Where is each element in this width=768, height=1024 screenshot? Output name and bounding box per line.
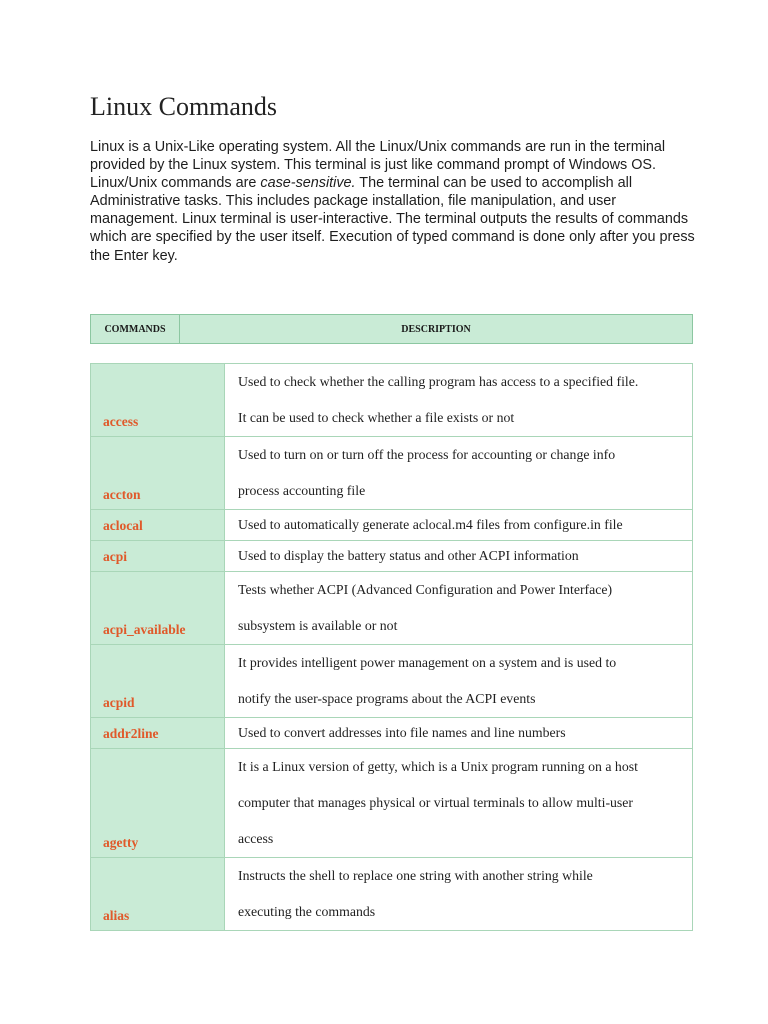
command-description-cell	[225, 437, 693, 510]
command-description-cell	[225, 718, 693, 749]
intro-text-end: The terminal can be used to accomplish all Administrative tasks. This includes package installation, file manipulation, and user management. Linux terminal is user-interactive. The terminal outputs the results of commands which are specified by the user itself. Execution of typed command is done only after you press the Enter key.	[90, 175, 695, 264]
table-row	[91, 749, 693, 858]
description-line: subsystem is available or not	[238, 618, 398, 633]
description-line: Instructs the shell to replace one string with another string while	[238, 868, 593, 883]
description-line: process accounting file	[238, 483, 366, 498]
description-line: It is a Linux version of getty, which is a Unix program running on a host	[238, 759, 638, 774]
table-row	[91, 437, 693, 510]
command-name-cell: addr2line	[91, 718, 225, 749]
command-description-cell	[225, 572, 693, 645]
page-title: Linux Commands	[90, 92, 278, 121]
table-row	[91, 718, 693, 749]
command-name-cell: accton	[91, 437, 225, 510]
command-name-cell: alias	[91, 858, 225, 931]
description-line: It provides intelligent power management on a system and is used to	[238, 655, 617, 670]
column-header-commands: COMMANDS	[91, 315, 180, 344]
command-name-cell: agetty	[91, 749, 225, 858]
commands-table-body	[91, 364, 693, 931]
command-description-cell	[225, 510, 693, 541]
header-table	[90, 314, 693, 344]
column-header-description: DESCRIPTION	[180, 315, 693, 344]
command-name-cell: acpid	[91, 645, 225, 718]
description-line: Used to automatically generate aclocal.m4 files from configure.in file	[238, 517, 623, 532]
description-line: executing the commands	[238, 904, 376, 919]
command-name-cell: acpi	[91, 541, 225, 572]
description-line: Tests whether ACPI (Advanced Configuration and Power Interface)	[238, 582, 613, 597]
description-line: Used to convert addresses into file names and line numbers	[238, 725, 566, 740]
table-row	[91, 645, 693, 718]
command-name-cell: access	[91, 364, 225, 437]
description-line: notify the user-space programs about the ACPI events	[238, 691, 536, 706]
command-description-cell	[225, 645, 693, 718]
header-row	[91, 315, 693, 344]
description-line: access	[238, 831, 274, 846]
intro-emphasis: case-sensitive.	[260, 175, 356, 192]
intro-paragraph	[90, 138, 700, 265]
table-row	[91, 858, 693, 931]
command-description-cell	[225, 858, 693, 931]
table-row	[91, 541, 693, 572]
table-row	[91, 364, 693, 437]
description-line: Used to check whether the calling program has access to a specified file.	[238, 374, 639, 389]
description-line: Used to display the battery status and other ACPI information	[238, 548, 579, 563]
description-line: computer that manages physical or virtual terminals to allow multi-user	[238, 795, 634, 810]
table-row	[91, 510, 693, 541]
table-row	[91, 572, 693, 645]
command-description-cell	[225, 541, 693, 572]
command-description-cell	[225, 364, 693, 437]
intro-text-start: Linux is a Unix-Like operating system. All the Linux/Unix commands are run in the terminal provided by the Linux system. This terminal is just like command prompt of Windows OS. Linux/Unix commands are	[90, 139, 666, 192]
command-name-cell: aclocal	[91, 510, 225, 541]
description-line: It can be used to check whether a file exists or not	[238, 410, 515, 425]
description-line: Used to turn on or turn off the process for accounting or change info	[238, 447, 616, 462]
commands-table	[90, 363, 693, 931]
command-description-cell	[225, 749, 693, 858]
command-name-cell: acpi_available	[91, 572, 225, 645]
